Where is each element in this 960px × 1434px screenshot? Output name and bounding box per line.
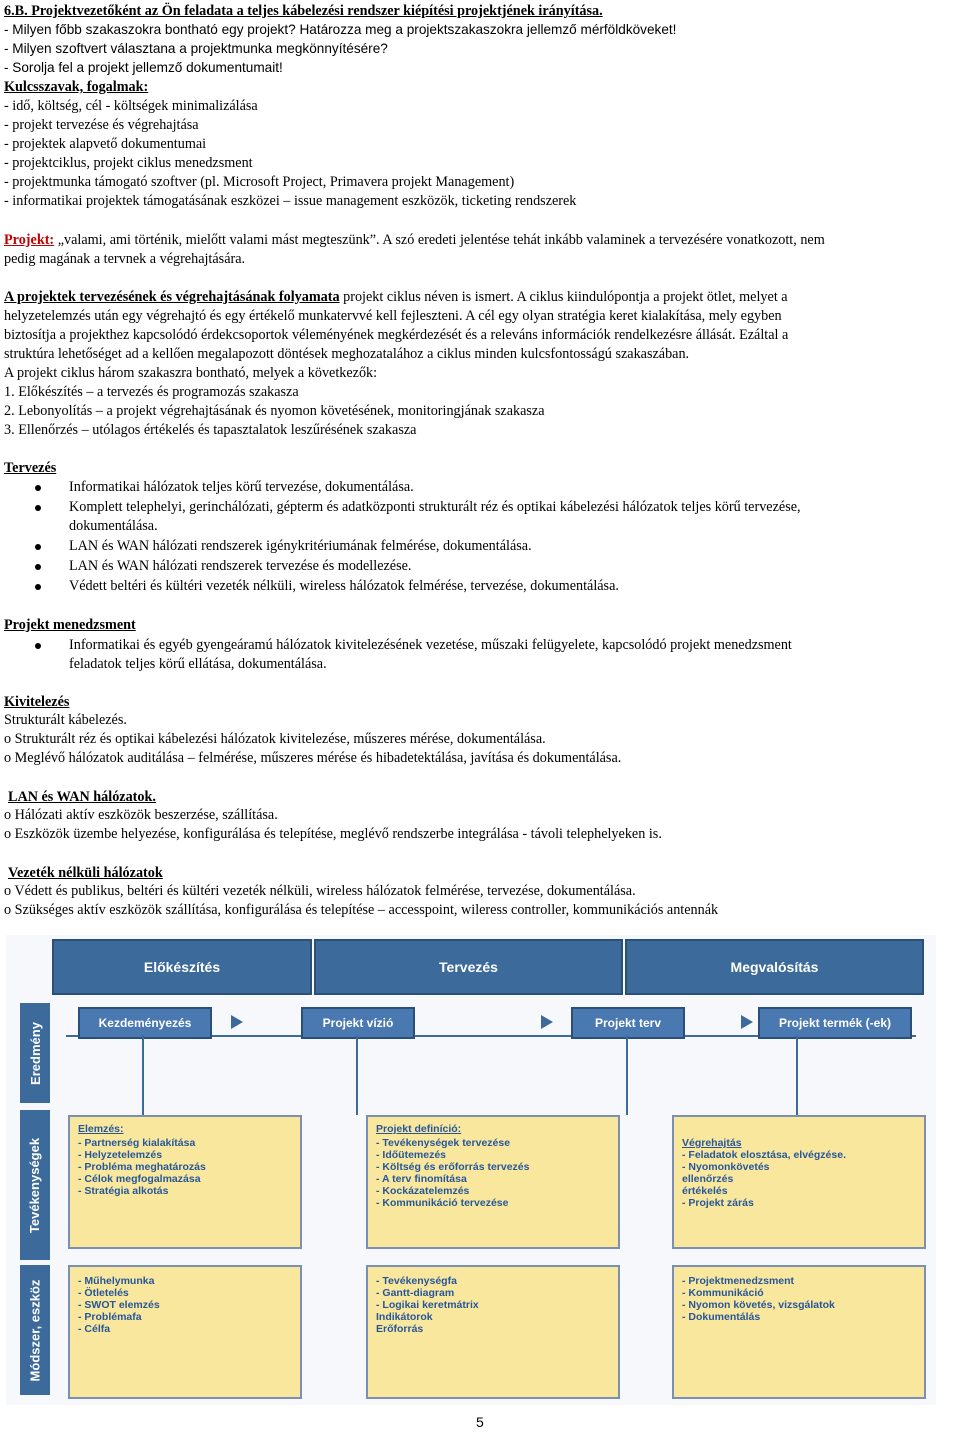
row-label-eredmeny: Eredmény xyxy=(20,1003,50,1103)
projekt-definition xyxy=(4,231,825,250)
method-box-1: - Műhelymunka - Ötletelés - SWOT elemzés - Problémafa - Célfa xyxy=(68,1265,302,1399)
bullet-icon xyxy=(35,564,41,570)
tervezes-item: Informatikai hálózatok teljes körű tervezése, dokumentálása. xyxy=(69,479,414,495)
menedzsment-line-1: Informatikai és egyéb gyengeáramú hálózatok kivitelezésének vezetése, műszaki felügyelete, kapcsolódó projekt menedzsment xyxy=(69,637,792,653)
activity-projekt-definicio: Projekt definíció: - Tevékenységek tervezése - Időütemezés - Költség és erőforrás tervezés - A terv finomítása - Kockázatelemzés - Kommunikáció tervezése xyxy=(366,1115,620,1249)
cycle-line-3: biztosítja a projekthez kapcsolódó érdekcsoportok véleményének megkérdezését és a releváns információk rendelkezésre állását. Ezáltal a xyxy=(4,327,789,343)
projekt-rest: A szó eredeti jelentése tehát inkább valaminek a tervezésére vonatkozott, nem xyxy=(379,232,825,248)
cycle-bold: A projektek tervezésének és végrehajtásának folyamata xyxy=(4,289,340,305)
kivitelezes-line: Strukturált kábelezés. xyxy=(4,712,127,728)
menedzsment-line-2: feladatok teljes körű ellátása, dokumentálása. xyxy=(69,656,327,672)
cycle-line-1: projekt ciklus néven is ismert. A ciklus kiindulópontja a projekt ötlet, melyet a xyxy=(339,289,788,305)
page-number: 5 xyxy=(476,1414,484,1430)
bullet-icon xyxy=(35,505,41,511)
question-2: - Milyen szoftvert választana a projektmunka megkönnyítésére? xyxy=(4,41,388,56)
question-1: - Milyen főbb szakaszokra bontható egy projekt? Határozza meg a projektszakaszokra jellemző mérföldköveket! xyxy=(4,22,677,37)
arrow-icon xyxy=(541,1015,553,1029)
tervezes-item: Védett beltéri és kültéri vezeték nélküli, wireless hálózatok felmérése, tervezése, dokumentálása. xyxy=(69,578,619,594)
tervezes-item: LAN és WAN hálózati rendszerek igénykritériumának felmérése, dokumentálása. xyxy=(69,538,532,554)
tervezes-title: Tervezés xyxy=(4,460,57,476)
bullet-icon xyxy=(35,544,41,550)
keyword-item: - projektek alapvető dokumentumai xyxy=(4,136,207,152)
row-label-modszer: Módszer, eszköz xyxy=(20,1265,50,1395)
tervezes-item-cont: dokumentálása. xyxy=(69,518,158,534)
cycle-line-5: A projekt ciklus három szakaszra bontható, melyek a következők: xyxy=(4,365,378,381)
cycle-phase: 1. Előkészítés – a tervezés és programozás szakasza xyxy=(4,384,299,400)
connector-line xyxy=(626,1035,628,1115)
header-elokeszites: Előkészítés xyxy=(52,939,312,995)
kivitelezes-line: o Strukturált réz és optikai kábelezési hálózatok kivitelezése, műszeres mérése, dokumentálása. xyxy=(4,731,546,747)
projekt-label: Projekt: xyxy=(4,232,55,248)
result-projekt-termek: Projekt termék (-ek) xyxy=(758,1007,912,1039)
arrow-icon xyxy=(741,1015,753,1029)
keyword-item: - idő, költség, cél - költségek minimalizálása xyxy=(4,98,258,114)
projekt-definition-cont: pedig magának a tervnek a végrehajtására. xyxy=(4,251,246,267)
result-projekt-vizio: Projekt vízió xyxy=(301,1007,415,1039)
arrow-icon xyxy=(231,1015,243,1029)
row-label-tevekenysegek: Tevékenységek xyxy=(20,1110,50,1260)
connector-line xyxy=(356,1035,358,1115)
bullet-icon xyxy=(35,643,41,649)
wireless-line: o Szükséges aktív eszközök szállítása, konfigurálása és telepítése – accesspoint, wileress controller, kommunikációs antennák xyxy=(4,902,719,918)
result-projekt-terv: Projekt terv xyxy=(571,1007,685,1039)
cycle-phase: 3. Ellenőrzés – utólagos értékelés és tapasztalatok leszűrésének szakasza xyxy=(4,422,417,438)
projekt-quote: „valami, ami történik, mielőtt valami mást megteszünk”. xyxy=(54,232,380,248)
wireless-title: Vezeték nélküli hálózatok xyxy=(8,865,163,881)
header-megvalositas: Megvalósítás xyxy=(625,939,924,995)
keyword-item: - projektciklus, projekt ciklus menedzsment xyxy=(4,155,253,171)
question-3: - Sorolja fel a projekt jellemző dokumentumait! xyxy=(4,60,283,75)
lanwan-line: o Hálózati aktív eszközök beszerzése, szállítása. xyxy=(4,807,278,823)
menedzsment-title: Projekt menedzsment xyxy=(4,617,136,633)
bullet-icon xyxy=(35,584,41,590)
page-heading: 6.B. Projektvezetőként az Ön feladata a teljes kábelezési rendszer kiépítési projektjének irányítása. xyxy=(4,3,603,19)
cycle-phase: 2. Lebonyolítás – a projekt végrehajtásának és nyomon követésének, monitoringjának szakasza xyxy=(4,403,545,419)
tervezes-item: LAN és WAN hálózati rendszerek tervezése és modellezése. xyxy=(69,558,412,574)
activity-elemzes: Elemzés: - Partnerség kialakítása - Helyzetelemzés - Probléma meghatározás - Célok megfogalmazása - Stratégia alkotás xyxy=(68,1115,302,1249)
connector-line xyxy=(142,1035,144,1115)
keyword-item: - projekt tervezése és végrehajtása xyxy=(4,117,199,133)
keyword-item: - informatikai projektek támogatásának eszközei – issue management eszközök, ticketing rendszerek xyxy=(4,193,577,209)
keyword-item: - projektmunka támogató szoftver (pl. Microsoft Project, Primavera projekt Management) xyxy=(4,174,515,190)
cycle-line-2: helyzetelemzés után egy végrehajtó és egy értékelő munkatervvé kell fejleszteni. A cél egy olyan stratégia keret kialakítása, mely egyben xyxy=(4,308,782,324)
tervezes-item: Komplett telephelyi, gerinchálózati, gépterm és adatközponti strukturált réz és optikai kábelezési hálózatok teljes körű tervezése, xyxy=(69,499,801,515)
lanwan-title: LAN és WAN hálózatok. xyxy=(8,789,156,805)
cycle-line-4: struktúra lehetőséget ad a kellően megalapozott döntések meghozatalához a ciklus minden kulcsfontosságú szakaszában. xyxy=(4,346,690,362)
activity-vegrehajtas: Végrehajtás - Feladatok elosztása, elvégzése. - Nyomonkövetés ellenőrzés értékelés - Projekt zárás xyxy=(672,1115,926,1249)
project-cycle-diagram xyxy=(6,935,936,1405)
result-kezdemenyezes: Kezdeményezés xyxy=(78,1007,212,1039)
keywords-title: Kulcsszavak, fogalmak: xyxy=(4,79,149,95)
connector-line xyxy=(796,1035,798,1115)
header-tervezes: Tervezés xyxy=(314,939,623,995)
kivitelezes-line: o Meglévő hálózatok auditálása – felmérése, műszeres mérése és hibadetektálása, javítása és dokumentálása. xyxy=(4,750,622,766)
method-box-3: - Projektmenedzsment - Kommunikáció - Nyomon követés, vizsgálatok - Dokumentálás xyxy=(672,1265,926,1399)
cycle-paragraph xyxy=(4,288,788,307)
wireless-line: o Védett és publikus, beltéri és kültéri vezeték nélküli, wireless hálózatok felmérése, tervezése, dokumentálása. xyxy=(4,883,636,899)
method-box-2: - Tevékenységfa - Gantt-diagram - Logikai keretmátrix Indikátorok Erőforrás xyxy=(366,1265,620,1399)
lanwan-line: o Eszközök üzembe helyezése, konfigurálása és telepítése, meglévő rendszerbe integrálása - távoli telephelyeken is. xyxy=(4,826,662,842)
bullet-icon xyxy=(35,485,41,491)
kivitelezes-title: Kivitelezés xyxy=(4,694,70,710)
